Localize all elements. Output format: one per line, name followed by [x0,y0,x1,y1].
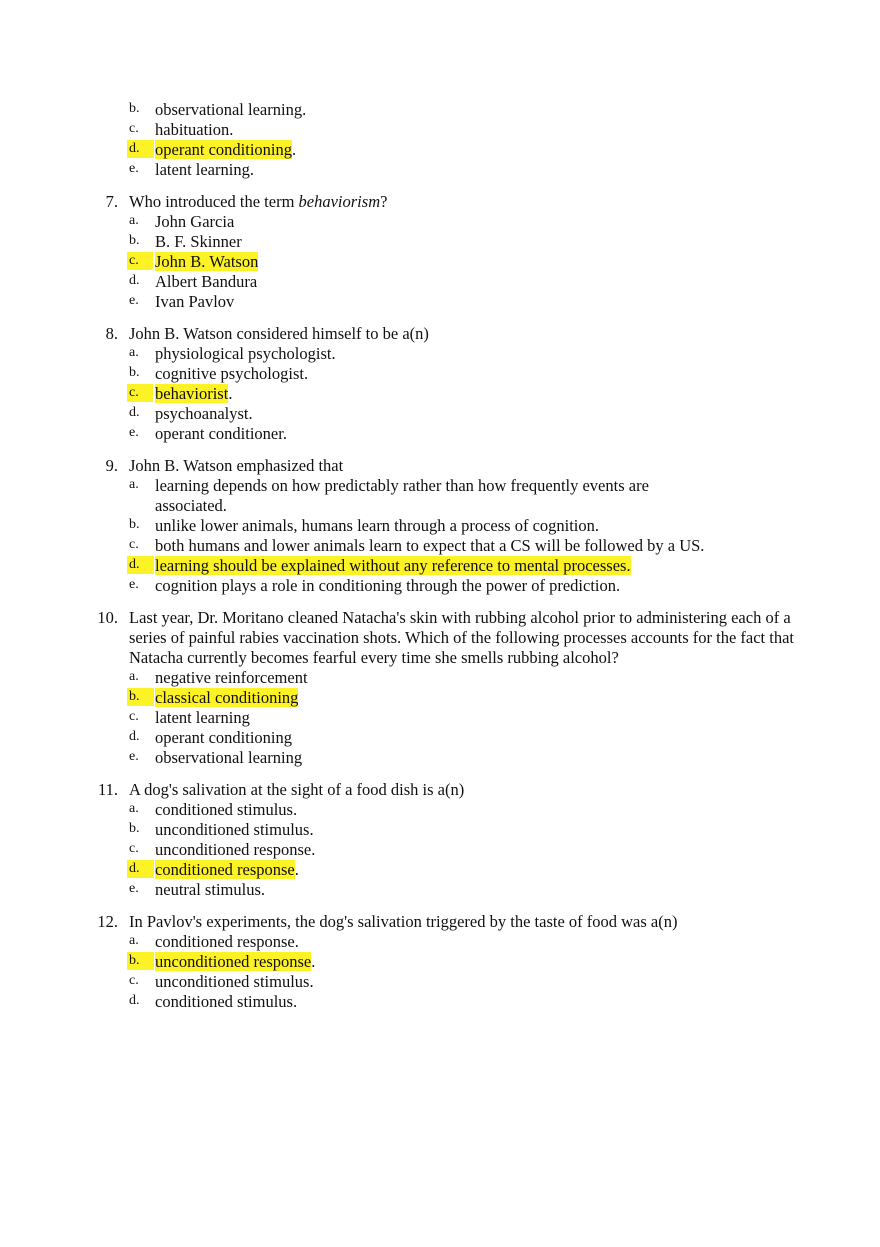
option-letter: e. [129,577,139,592]
option-text [155,364,880,384]
question-stem [0,192,880,212]
question-10 [0,608,880,768]
option-letter: d. [129,993,140,1008]
option-text-value: observational learning [155,748,303,767]
option-letter: c. [129,841,139,856]
option-letter: b. [127,688,154,706]
question-text: In Pavlov's experiments, the dog's salivation triggered by the taste of food was a(n) [129,912,678,931]
option-letter: b. [129,101,140,116]
question-stem [0,456,880,476]
question-stem [0,324,880,344]
option-text-value: unlike lower animals, humans learn through a process of cognition. [155,516,600,535]
question-text: Last year, Dr. Moritano cleaned Natacha's skin with rubbing alcohol prior to administering each of a [129,608,791,627]
option-text-suffix: . [292,140,297,159]
answer-option [0,728,880,748]
answer-option [0,536,880,556]
option-text-value: John Garcia [155,212,235,231]
option-text [155,932,880,952]
option-letter: e. [129,161,139,176]
answer-option [0,556,880,576]
answer-option [0,476,880,516]
option-text [155,576,880,596]
option-text [155,252,880,272]
answer-option [0,292,880,312]
answer-option [0,140,880,160]
option-letter: e. [129,881,139,896]
option-text [155,708,880,728]
option-letter: b. [129,517,140,532]
question-6-continuation [0,100,880,180]
question-number: 12. [97,912,118,931]
question-text-part: Who introduced the term [129,192,299,211]
answer-option [0,100,880,120]
option-letter: b. [129,233,140,248]
answer-option [0,992,880,1012]
answer-option [0,860,880,880]
option-text-suffix: . [311,952,316,971]
answer-option [0,820,880,840]
option-letter: d. [129,273,140,288]
highlighted-answer: John B. Watson [155,252,259,271]
question-9 [0,456,880,596]
option-letter: a. [129,345,139,360]
option-text-value: conditioned stimulus. [155,800,298,819]
option-text-value: operant conditioner. [155,424,287,443]
option-text [155,476,880,516]
option-text-value: conditioned stimulus. [155,992,298,1011]
question-stem-continued [0,648,880,668]
answer-option [0,120,880,140]
option-text [155,404,880,424]
option-letter: d. [127,556,154,574]
answer-option [0,972,880,992]
question-text-line: Natacha currently becomes fearful every time she smells rubbing alcohol? [129,648,619,667]
question-text [129,192,387,212]
answer-option [0,708,880,728]
option-letter: e. [129,293,139,308]
option-letter: b. [129,365,140,380]
question-stem [0,912,880,932]
highlighted-answer: behaviorist [155,384,229,403]
question-text-part: ? [380,192,388,211]
option-text-value: operant conditioning [155,728,293,747]
highlighted-answer: conditioned response [155,860,295,879]
answer-option [0,364,880,384]
option-text [155,344,880,364]
option-text [155,860,880,880]
question-7 [0,192,880,312]
option-letter: a. [129,477,139,492]
answer-option [0,576,880,596]
option-letter: e. [129,749,139,764]
highlighted-answer: unconditioned response [155,952,312,971]
question-12 [0,912,880,1012]
answer-option [0,800,880,820]
option-text-value: habituation. [155,120,234,139]
option-letter: d. [127,860,154,878]
question-stem [0,780,880,800]
option-text [155,800,880,820]
option-text-value: neutral stimulus. [155,880,265,899]
option-text [155,972,880,992]
option-text-suffix: . [228,384,233,403]
option-text-value: psychoanalyst. [155,404,253,423]
option-text [155,840,880,860]
option-text-value: physiological psychologist. [155,344,336,363]
answer-option [0,840,880,860]
question-text-line: series of painful rabies vaccination shots. Which of the following processes accounts for the fact that [129,628,794,647]
option-text-value: cognition plays a role in conditioning through the power of prediction. [155,576,621,595]
option-text-value: Ivan Pavlov [155,292,235,311]
option-text [155,728,880,748]
option-text-line-2: associated. [155,496,227,515]
answer-option [0,880,880,900]
question-number: 11. [97,780,118,799]
option-letter: b. [127,952,154,970]
option-text-value: unconditioned stimulus. [155,972,314,991]
option-text-value: cognitive psychologist. [155,364,309,383]
option-letter: c. [127,384,153,402]
option-text [155,748,880,768]
option-text [155,212,880,232]
answer-option [0,252,880,272]
option-text [155,556,880,576]
option-text-value: both humans and lower animals learn to expect that a CS will be followed by a US. [155,536,705,555]
answer-option [0,232,880,252]
option-text [155,100,880,120]
option-text-value: negative reinforcement [155,668,308,687]
question-number: 10. [97,608,118,627]
option-text [155,272,880,292]
option-text-value: conditioned response. [155,932,299,951]
highlighted-answer: operant conditioning [155,140,293,159]
question-stem-continued [0,628,880,648]
option-text [155,232,880,252]
answer-option [0,404,880,424]
option-text [155,160,880,180]
answer-option [0,516,880,536]
option-text-value: observational learning. [155,100,307,119]
option-text [155,536,880,556]
option-text [155,820,880,840]
highlighted-answer: classical conditioning [155,688,299,707]
option-letter: d. [127,140,154,158]
option-text-value: latent learning [155,708,250,727]
option-letter: b. [129,821,140,836]
answer-option [0,424,880,444]
option-letter: a. [129,933,139,948]
answer-option [0,344,880,364]
question-8 [0,324,880,444]
document-page [0,100,880,1024]
option-letter: d. [129,405,140,420]
option-text [155,140,880,160]
question-text: A dog's salivation at the sight of a food dish is a(n) [129,780,465,799]
answer-option [0,212,880,232]
option-letter: a. [129,213,139,228]
option-letter: e. [129,425,139,440]
question-number: 7. [105,192,118,211]
answer-option [0,952,880,972]
option-text [155,880,880,900]
option-text [155,688,880,708]
option-text-value: learning depends on how predictably rather than how frequently events are [155,476,649,495]
option-text [155,384,880,404]
option-text [155,668,880,688]
answer-option [0,748,880,768]
question-11 [0,780,880,900]
option-text [155,292,880,312]
question-stem [0,608,880,628]
option-letter: a. [129,801,139,816]
option-letter: d. [129,729,140,744]
option-text-value: Albert Bandura [155,272,258,291]
question-text: John B. Watson considered himself to be a(n) [129,324,429,343]
answer-option [0,688,880,708]
option-letter: a. [129,669,139,684]
highlighted-answer: learning should be explained without any reference to mental processes. [155,556,631,575]
option-letter: c. [127,252,153,270]
option-text [155,952,880,972]
option-letter: c. [129,537,139,552]
option-text-value: latent learning. [155,160,254,179]
option-text [155,120,880,140]
answer-option [0,160,880,180]
answer-option [0,384,880,404]
option-text-value: B. F. Skinner [155,232,242,251]
answer-option [0,932,880,952]
option-text-value: unconditioned stimulus. [155,820,314,839]
question-text-italic: behaviorism [298,192,381,211]
question-text: John B. Watson emphasized that [129,456,344,475]
option-text-value: unconditioned response. [155,840,316,859]
option-text [155,424,880,444]
option-text [155,516,880,536]
option-text-suffix: . [294,860,299,879]
answer-option [0,668,880,688]
question-number: 8. [105,324,118,343]
question-number: 9. [105,456,118,475]
answer-option [0,272,880,292]
option-text [155,992,880,1012]
option-letter: c. [129,709,139,724]
option-letter: c. [129,973,139,988]
option-letter: c. [129,121,139,136]
